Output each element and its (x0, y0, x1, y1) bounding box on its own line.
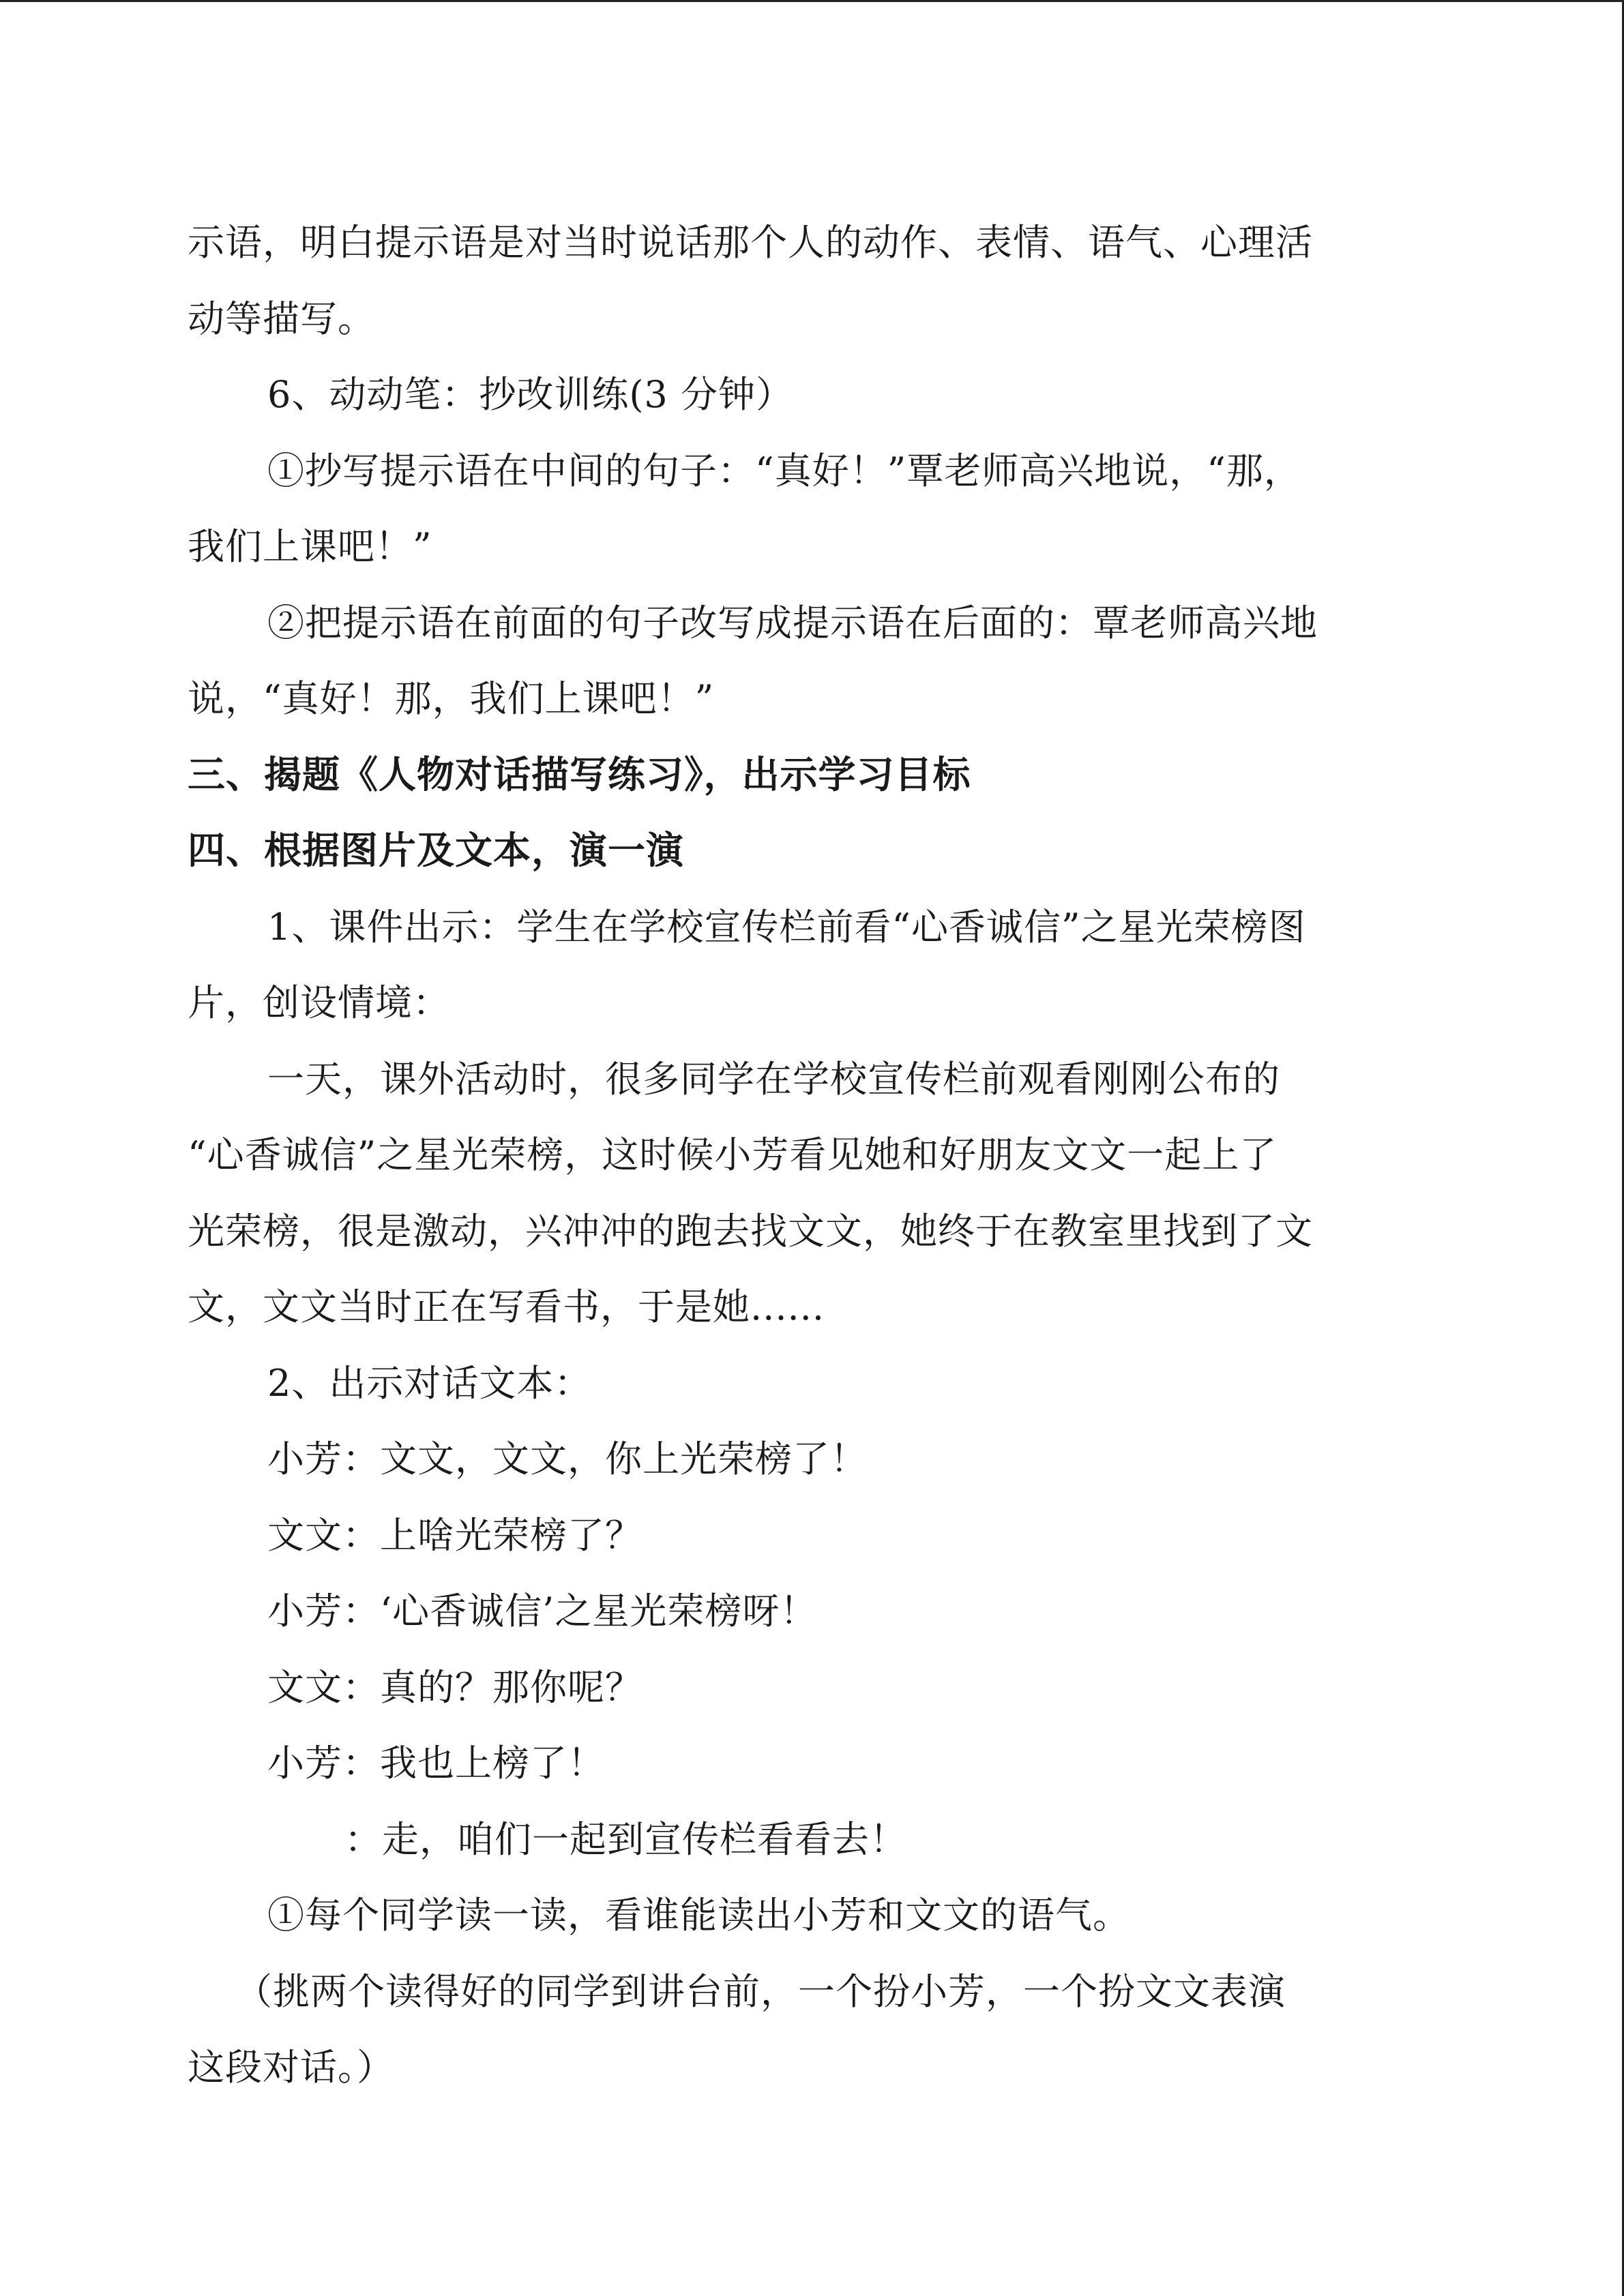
text-line: 文，文文当时正在写看书，于是她...... (188, 1285, 825, 1328)
dialogue-line: 文文：上啥光荣榜了？ (267, 1513, 643, 1557)
dialogue-line: ：走，咱们一起到宣传栏看看去！ (344, 1817, 907, 1861)
dialogue-line: 文文：真的？那你呢？ (267, 1665, 643, 1709)
text-line: ①每个同学读一读，看谁能读出小芳和文文的语气。 (267, 1894, 1130, 1937)
dialogue-line: 小芳：‘心香诚信’之星光荣榜呀！ (267, 1590, 818, 1632)
text-line: 一天，课外活动时，很多同学在学校宣传栏前观看刚刚公布的 (267, 1057, 1280, 1101)
text-line: ②把提示语在前面的句子改写成提示语在后面的：覃老师高兴地 (267, 601, 1318, 644)
text-line: ①抄写提示语在中间的句子：“真好！”覃老师高兴地说，“那， (267, 449, 1301, 492)
step-heading: 6、动动笔：抄改训练(3 分钟） (267, 373, 793, 416)
dialogue-line: 小芳：我也上榜了！ (267, 1742, 605, 1785)
dialogue-line: 小芳：文文，文文，你上光荣榜了！ (267, 1437, 868, 1480)
section-heading: 三、揭题《人物对话描写练习》，出示学习目标 (188, 752, 971, 796)
text-line: （挑两个读得好的同学到讲台前，一个扮小芳，一个扮文文表演 (235, 1969, 1286, 2013)
text-line: 我们上课吧！” (188, 525, 432, 568)
text-line: 光荣榜，很是激动，兴冲冲的跑去找文文，她终于在教室里找到了文 (188, 1209, 1313, 1253)
section-heading: 四、根据图片及文本，演一演 (188, 829, 685, 872)
text-line: 片，创设情境： (188, 981, 450, 1024)
page-top-border (0, 0, 1624, 2)
step-heading: 1、课件出示：学生在学校宣传栏前看“心香诚信”之星光荣榜图 (267, 905, 1306, 949)
text-line: 动等描写。 (188, 297, 375, 340)
step-heading: 2、出示对话文本： (267, 1361, 592, 1405)
document-page (188, 205, 1436, 2106)
text-line: “心香诚信”之星光荣榜，这时候小芳看见她和好朋友文文一起上了 (188, 1133, 1278, 1176)
text-line: 这段对话。） (188, 2046, 394, 2089)
text-line: 示语，明白提示语是对当时说话那个人的动作、表情、语气、心理活 (188, 221, 1313, 264)
text-line: 说，“真好！那，我们上课吧！” (188, 677, 715, 720)
